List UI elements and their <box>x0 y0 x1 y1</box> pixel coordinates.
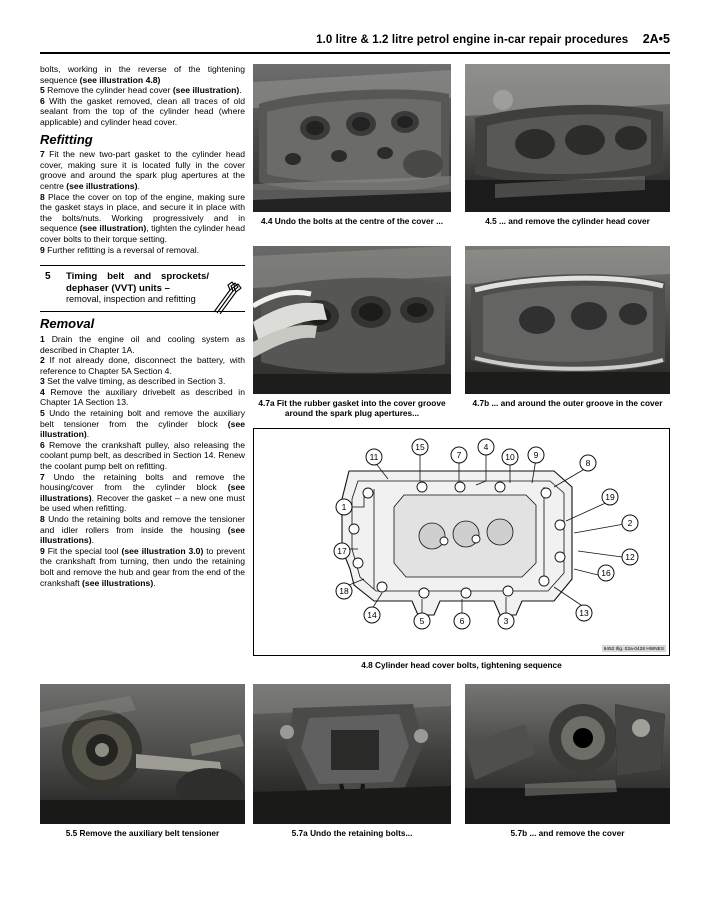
section-title: Timing belt and sprockets/ dephaser (VVT) units – <box>66 271 209 294</box>
paragraph-p6: 6 With the gasket removed, clean all traces of old sealant from the top of the cylinder head (where applicable) and cylinder head cover. <box>40 95 245 127</box>
callout-label: 18 <box>339 586 349 596</box>
paragraph-r6: 6 Remove the crankshaft pulley, also releasing the coolant pump belt, as described in Section 14. Renew the coolant pump belt on refitting. <box>40 439 245 472</box>
paragraph-r3: 3 Set the valve timing, as described in Section 3. <box>40 376 226 387</box>
caption-4-8: 4.8 Cylinder head cover bolts, tightening sequence <box>361 660 562 670</box>
text-removal-paragraphs <box>40 334 245 588</box>
figure-4-7b <box>465 246 670 394</box>
paragraph-r8: 8 Undo the retaining bolts and remove the tensioner and idler rollers from inside the housing (see illustrations). <box>40 514 245 546</box>
callout-label: 3 <box>503 616 509 626</box>
section-number: 5 <box>45 271 51 283</box>
callout-label: 1 <box>341 502 347 512</box>
section-subtitle: removal, inspection and refitting <box>66 293 196 304</box>
callout-label: 10 <box>505 452 515 462</box>
paragraph-r2: 2 If not already done, disconnect the battery, with reference to Chapter 5A Section 4. <box>40 355 245 376</box>
text-refitting-paragraphs <box>40 149 245 255</box>
diagram-code: 6452 Illg. 02a-0428 HWNES <box>603 646 664 651</box>
caption-5-7a: 5.7a Undo the retaining bolts... <box>291 828 413 838</box>
heading-removal: Removal <box>40 316 95 332</box>
page-number: 2A•5 <box>642 32 670 46</box>
callout-label: 2 <box>627 518 633 528</box>
paragraph-p8: 8 Place the cover on top of the engine, making sure the gasket stays in place, and secure it in place with the bolts/nuts. Working progressively and in sequence (see illustration), tighten the cylinder head cover bolts to their torque setting. <box>40 191 245 244</box>
callout-label: 5 <box>419 616 425 626</box>
callout-label: 14 <box>367 610 377 620</box>
header-divider <box>40 52 670 54</box>
heading-refitting: Refitting <box>40 131 93 147</box>
callout-label: 9 <box>533 450 539 460</box>
callout-label: 15 <box>415 442 425 452</box>
cylinder-head-cover-bolts-photo <box>253 64 451 212</box>
spanner-icon <box>210 270 242 314</box>
cylinder-head-cover-removed-photo <box>465 64 670 212</box>
gasket-outer-groove-photo <box>465 246 670 394</box>
caption-5-7b: 5.7b ... and remove the cover <box>510 828 625 838</box>
caption-5-5: 5.5 Remove the auxiliary belt tensioner <box>65 828 220 838</box>
paragraph-r9: 9 Fit the special tool (see illustration 3.0) to prevent the crankshaft from turning, then undo the retaining bolt and remove the hub and gear from the end of the crankshaft (see illustrations). <box>40 545 245 588</box>
paragraph-r7: 7 Undo the retaining bolts and remove the housing/cover from the cylinder block (see illustrations). Recover the gasket – a new one must be used when refitting. <box>40 471 245 514</box>
figure-4-7a <box>253 246 451 394</box>
figure-5-7b <box>465 684 670 824</box>
paragraph-p-cont: bolts, working in the reverse of the tightening sequence (see illustration 4.8) <box>40 64 245 85</box>
header-title: 1.0 litre & 1.2 litre petrol engine in-car repair procedures <box>316 34 629 46</box>
caption-4-4: 4.4 Undo the bolts at the centre of the cover ... <box>260 216 444 226</box>
cover-removed-photo <box>465 684 670 824</box>
callout-label: 7 <box>456 450 462 460</box>
callout-label: 11 <box>369 452 379 462</box>
callout-label: 16 <box>601 568 611 578</box>
retaining-bolts-photo <box>253 684 451 824</box>
caption-4-5: 4.5 ... and remove the cylinder head cover <box>485 216 650 226</box>
callout-label: 8 <box>585 458 591 468</box>
callout-label: 19 <box>605 492 615 502</box>
callout-label: 17 <box>337 546 347 556</box>
paragraph-r4: 4 Remove the auxiliary drivebelt as described in Chapter 1A Section 13. <box>40 386 245 408</box>
auxiliary-belt-tensioner-photo <box>40 684 245 824</box>
text-top-paragraphs <box>40 64 245 128</box>
callout-label: 4 <box>483 442 489 452</box>
figure-5-7a <box>253 684 451 824</box>
callout-label: 6 <box>459 616 465 626</box>
figure-5-5 <box>40 684 245 824</box>
figure-4-5 <box>465 64 670 212</box>
paragraph-p9: 9 Further refitting is a reversal of removal. <box>40 244 200 255</box>
caption-4-7b: 4.7b ... and around the outer groove in the cover <box>472 398 663 408</box>
callout-label: 13 <box>579 608 589 618</box>
diagram-4-8 <box>253 428 670 656</box>
page-header <box>40 30 670 48</box>
figure-4-4 <box>253 64 451 212</box>
paragraph-p5: 5 Remove the cylinder head cover (see illustration). <box>40 85 242 96</box>
paragraph-r1: 1 Drain the engine oil and cooling system as described in Chapter 1A. <box>40 333 245 355</box>
paragraph-p7: 7 Fit the new two-part gasket to the cylinder head cover, making sure it is located fully in the cover groove and around the spark plug apertures at the centre (see illustrations). <box>40 149 245 191</box>
section-box-timing-belt <box>40 265 245 312</box>
text-column <box>40 64 245 588</box>
gasket-fitting-photo <box>253 246 451 394</box>
caption-4-7a: 4.7a Fit the rubber gasket into the cover groove around the spark plug apertures... <box>258 398 446 418</box>
callout-label: 12 <box>625 552 635 562</box>
paragraph-r5: 5 Undo the retaining bolt and remove the auxiliary belt tensioner from the cylinder block (see illustration). <box>40 408 245 440</box>
